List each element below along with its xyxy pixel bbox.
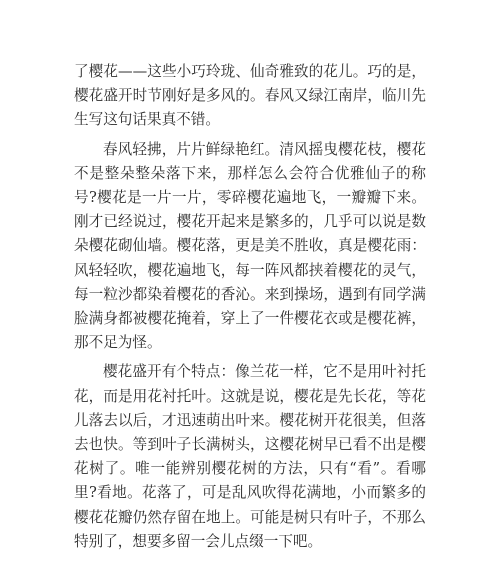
paragraph-1: 了樱花——这些小巧玲珑、仙奇雅致的花儿。巧的是，樱花盛开时节刚好是多风的。春风又绿江南岸，临川先生写这句话果真不错。 bbox=[74, 63, 426, 129]
document-body bbox=[74, 60, 426, 559]
paragraph-3: 樱花盛开有个特点：像兰花一样，它不是用叶衬托花，而是用花衬托叶。这就是说，樱花是先长花，等花儿落去以后，才迅速萌出叶来。樱花树开花很美，但落去也快。等到叶子长满树头，这樱花树早已看不出是樱花树了。唯一能辨别樱花树的方法，只有“看”。看哪里?看地。花落了，可是乱风吹得花满地，小而繁多的樱花花瓣仍然存留在地上。可能是树只有叶子，不那么特别了，想要多留一会儿点缀一下吧。 bbox=[74, 363, 426, 550]
paragraph-2: 春风轻拂，片片鲜绿艳红。清风摇曳樱花枝，樱花不是整朵整朵落下来，那样怎么会符合优雅仙子的称号?樱花是一片一片，零碎樱花遍地飞，一瓣瓣下来。刚才已经说过，樱花开起来是繁多的，几乎可以说是数朵樱花砌仙墙。樱花落，更是美不胜收，真是樱花雨：风轻轻吹，樱花遍地飞，每一阵风都挟着樱花的灵气，每一粒沙都染着樱花的香沁。来到操场，遇到有同学满脸满身都被樱花掩着，穿上了一件樱花衣或是樱花裤，那不足为怪。 bbox=[74, 140, 426, 352]
